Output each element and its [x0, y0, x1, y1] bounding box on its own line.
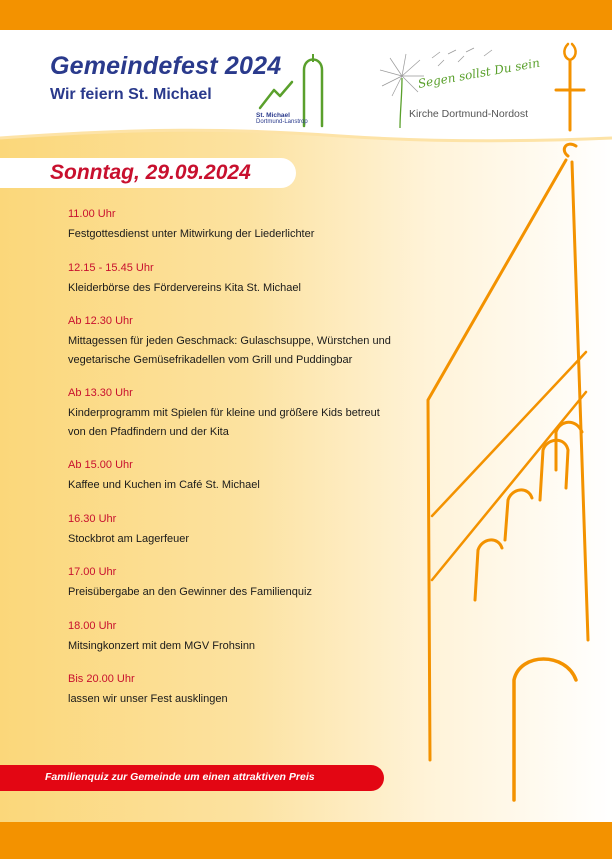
program-item [68, 672, 398, 709]
program-time: Ab 15.00 Uhr [68, 459, 133, 471]
page-title: Gemeindefest 2024 [50, 52, 282, 80]
program-item [68, 314, 398, 369]
program-time: 17.00 Uhr [68, 566, 117, 578]
program-item [68, 261, 398, 298]
event-date: Sonntag, 29.09.2024 [50, 161, 251, 184]
top-orange-bar [0, 0, 612, 30]
program-item [68, 619, 398, 656]
program-description: Festgottesdienst unter Mitwirkung der Liederlichter [68, 228, 315, 240]
program-description: Stockbrot am Lagerfeuer [68, 532, 190, 545]
program-description: Mittagessen für jeden Geschmack: Gulaschsuppe, Würstchen und vegetarische Gemüsefrikadellen vom Grill und Puddingbar [68, 335, 391, 366]
program-time: Ab 13.30 Uhr [68, 387, 133, 399]
program-item [68, 512, 398, 549]
program-time: 12.15 - 15.45 Uhr [68, 261, 154, 274]
program-item [68, 565, 398, 602]
program-item [68, 458, 398, 495]
program-time: Bis 20.00 Uhr [68, 673, 135, 685]
program-time: 16.30 Uhr [68, 512, 117, 525]
church-slogan: Segen sollst Du sein [416, 55, 541, 91]
program-description: Mitsingkonzert mit dem MGV Frohsinn [68, 639, 256, 652]
page-subtitle: Wir feiern St. Michael [50, 86, 212, 103]
church-org-name: Kirche Dortmund-Nordost [409, 108, 529, 120]
program-description: lassen wir unser Fest ausklingen [68, 693, 228, 705]
program-description: Preisübergabe an den Gewinner des Familienquiz [68, 586, 312, 598]
parish-logo-place: Dortmund-Lanstrop [256, 119, 308, 125]
program-time: 11.00 Uhr [68, 208, 116, 220]
program-description: Kinderprogramm mit Spielen für kleine und größere Kids betreut von den Pfadfindern und der Kita [68, 407, 380, 438]
program-time: Ab 12.30 Uhr [68, 315, 133, 327]
program-time: 18.00 Uhr [68, 619, 117, 632]
program-item [68, 386, 398, 441]
parish-logo-name: St. Michael [256, 112, 290, 119]
program-description: Kaffee und Kuchen im Café St. Michael [68, 479, 260, 491]
bottom-orange-bar [0, 822, 612, 859]
quiz-text: Familienquiz zur Gemeinde um einen attraktiven Preis [45, 771, 315, 783]
program-item [68, 207, 398, 244]
program-description: Kleiderbörse des Fördervereins Kita St. Michael [68, 281, 301, 294]
program-list [68, 207, 398, 726]
